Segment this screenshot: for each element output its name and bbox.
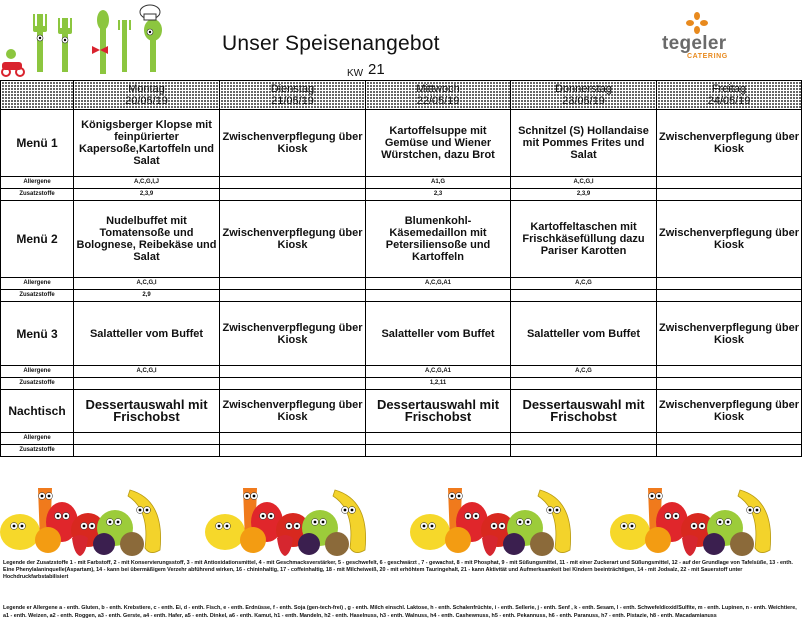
dish-cell: Zwischenverpflegung über Kiosk xyxy=(657,201,802,278)
allergene-label: Allergene xyxy=(1,366,74,378)
flower-icon xyxy=(686,12,708,34)
day-header: Mittwoch 22/05/19 xyxy=(366,81,511,110)
allergene-cell xyxy=(220,366,366,378)
menu-row xyxy=(1,390,802,433)
allergene-label: Allergene xyxy=(1,177,74,189)
allergene-cell: A,C,G,A1 xyxy=(366,366,511,378)
allergene-row xyxy=(1,433,802,445)
legend-zusatzstoffe: Legende der Zusatzstoffe 1 - mit Farbstoff, 2 - mit Konservierungsstoff, 3 - mit Antioxidationsmittel, 4 - mit Geschmacksverstärker, 5 - geschwefelt, 6 - geschwärzt , 7 - gewachst, 8 - mit Phosphat, 9 - mit Süßungsmittel, 11 - mit einer Zuckerart und Süßungsmittel, 12 - auf der Grundlage von Tafelsüße, 13 - enth. Eine Phenylalaninquelle(Aspartam), 14 - kann bei übermäßigem Verzehr abführend wirken, 16 - chininhaltig, 17 - coffeinhaltig, 18 - mit Milcheiweiß, 20 - mit erhöhtem Tauringehalt, 21 - kann Aktivität und Aufmerksamkeit bei Kindern beeinträchtigen, 14 - mit Jodsalz, 22 - mit Sauerstoff unter Hochdruckfarbstabilisiert xyxy=(3,560,793,580)
allergene-row xyxy=(1,177,802,189)
dish-cell: Zwischenverpflegung über Kiosk xyxy=(657,110,802,177)
allergene-cell: A,C,G,I xyxy=(74,278,220,290)
dish-cell: Dessertauswahl mit Frischobst xyxy=(366,390,511,433)
menu-label: Menü 2 xyxy=(1,201,74,278)
header-corner xyxy=(1,81,74,110)
dish-cell: Kartoffeltaschen mit Frischkäsefüllung dazu Pariser Karotten xyxy=(511,201,657,278)
menu-label: Nachtisch xyxy=(1,390,74,433)
zusatzstoffe-row xyxy=(1,378,802,390)
dish-cell: Schnitzel (S) Hollandaise mit Pommes Frites und Salat xyxy=(511,110,657,177)
allergene-cell: A,C,G,A1 xyxy=(366,278,511,290)
dish-cell: Salatteller vom Buffet xyxy=(511,302,657,366)
dish-cell: Kartoffelsuppe mit Gemüse und Wiener Würstchen, dazu Brot xyxy=(366,110,511,177)
allergene-cell: A,C,G,I,J xyxy=(74,177,220,189)
zusatzstoffe-label: Zusatzstoffe xyxy=(1,378,74,390)
zusatzstoffe-row xyxy=(1,445,802,457)
dish-cell: Königsberger Klopse mit feinpürierter Kapersoße,Kartoffeln und Salat xyxy=(74,110,220,177)
menu-table xyxy=(0,80,802,457)
allergene-row xyxy=(1,278,802,290)
legend-allergene: Legende er Allergene a - enth. Gluten, b - enth. Krebstiere, c - enth. Ei, d - enth. Fisch, e - enth. Erdnüsse, f - enth. Soja (gen-tech-frei) , g - enth. Milch einschl. Laktose, h - enth. Schalenfrüchte, i - enth. Sellerie, j - enth. Senf , k - enth. Sesam, l - enth. Schwefeldioxid/Sulfite, m - enth. Lupinen, n - enth. Weichtiere, a1 - enth. Weizen, a2 - enth. Roggen, a3 - enth. Gerste, a4 - enth. Hafer, a5 - enth. Dinkel, a6 - enth. Kamut, h1 - enth. Mandeln, h2 - enth. Haselnuss, h3 - enth. Walnuss, h4 - enth. Cashewnuss, h5 - enth. Pekannuss, h6 - enth. Paranuss, h7 - enth. Pistazie, h8 - enth. Macadamianuss xyxy=(3,605,797,619)
dish-cell: Nudelbuffet mit Tomatensoße und Bolognese, Reibekäse und Salat xyxy=(74,201,220,278)
brand-logo xyxy=(660,12,745,64)
dish-cell: Zwischenverpflegung über Kiosk xyxy=(220,390,366,433)
zusatzstoffe-cell xyxy=(220,445,366,457)
allergene-cell: A,C,G,I xyxy=(511,177,657,189)
dish-cell: Zwischenverpflegung über Kiosk xyxy=(657,390,802,433)
zusatzstoffe-cell: 1,2,11 xyxy=(366,378,511,390)
zusatzstoffe-cell xyxy=(657,290,802,302)
zusatzstoffe-cell: 2,3 xyxy=(366,189,511,201)
calendar-week-label: KW xyxy=(347,68,364,79)
allergene-cell xyxy=(657,366,802,378)
calendar-week-value: 21 xyxy=(368,61,385,78)
allergene-cell xyxy=(657,177,802,189)
day-header: Freitag 24/05/19 xyxy=(657,81,802,110)
dish-cell: Dessertauswahl mit Frischobst xyxy=(511,390,657,433)
dish-cell: Salatteller vom Buffet xyxy=(74,302,220,366)
day-header-row xyxy=(1,81,802,110)
menu-row xyxy=(1,201,802,278)
zusatzstoffe-cell xyxy=(74,378,220,390)
zusatzstoffe-cell xyxy=(511,445,657,457)
dish-cell: Zwischenverpflegung über Kiosk xyxy=(220,302,366,366)
allergene-cell: A,C,G xyxy=(511,366,657,378)
zusatzstoffe-cell: 2,3,9 xyxy=(74,189,220,201)
zusatzstoffe-cell: 2,3,9 xyxy=(511,189,657,201)
day-header: Dienstag 21/05/19 xyxy=(220,81,366,110)
fruit-characters-banner xyxy=(0,470,803,558)
zusatzstoffe-cell xyxy=(74,445,220,457)
cutlery-characters-logo xyxy=(0,2,186,78)
allergene-cell xyxy=(220,278,366,290)
brand-name: tegeler xyxy=(662,33,727,54)
menu-label: Menü 3 xyxy=(1,302,74,366)
allergene-cell: A,C,G,I xyxy=(74,366,220,378)
zusatzstoffe-cell xyxy=(220,290,366,302)
dish-cell: Blumenkohl-Käsemedaillon mit Petersiliensoße und Kartoffeln xyxy=(366,201,511,278)
zusatzstoffe-row xyxy=(1,290,802,302)
zusatzstoffe-cell xyxy=(220,189,366,201)
allergene-cell: A1,G xyxy=(366,177,511,189)
allergene-label: Allergene xyxy=(1,278,74,290)
zusatzstoffe-cell xyxy=(657,445,802,457)
allergene-row xyxy=(1,366,802,378)
zusatzstoffe-cell xyxy=(511,290,657,302)
zusatzstoffe-cell: 2,9 xyxy=(74,290,220,302)
dish-cell: Zwischenverpflegung über Kiosk xyxy=(220,201,366,278)
zusatzstoffe-label: Zusatzstoffe xyxy=(1,290,74,302)
allergene-cell xyxy=(657,278,802,290)
brand-subtitle: CATERING xyxy=(687,53,728,60)
allergene-cell xyxy=(657,433,802,445)
day-header: Montag 20/05/19 xyxy=(74,81,220,110)
menu-row xyxy=(1,302,802,366)
zusatzstoffe-label: Zusatzstoffe xyxy=(1,189,74,201)
allergene-cell xyxy=(220,177,366,189)
zusatzstoffe-cell xyxy=(511,378,657,390)
zusatzstoffe-cell xyxy=(657,189,802,201)
dish-cell: Salatteller vom Buffet xyxy=(366,302,511,366)
allergene-label: Allergene xyxy=(1,433,74,445)
dish-cell: Zwischenverpflegung über Kiosk xyxy=(657,302,802,366)
dish-cell: Zwischenverpflegung über Kiosk xyxy=(220,110,366,177)
zusatzstoffe-cell xyxy=(220,378,366,390)
zusatzstoffe-cell xyxy=(366,445,511,457)
allergene-cell: A,C,G xyxy=(511,278,657,290)
allergene-cell xyxy=(74,433,220,445)
allergene-cell xyxy=(220,433,366,445)
allergene-cell xyxy=(511,433,657,445)
dish-cell: Dessertauswahl mit Frischobst xyxy=(74,390,220,433)
zusatzstoffe-row xyxy=(1,189,802,201)
zusatzstoffe-label: Zusatzstoffe xyxy=(1,445,74,457)
allergene-cell xyxy=(366,433,511,445)
page-title: Unser Speisenangebot xyxy=(222,32,440,55)
menu-row xyxy=(1,110,802,177)
zusatzstoffe-cell xyxy=(657,378,802,390)
day-header: Donnerstag 23/05/19 xyxy=(511,81,657,110)
menu-label: Menü 1 xyxy=(1,110,74,177)
zusatzstoffe-cell xyxy=(366,290,511,302)
